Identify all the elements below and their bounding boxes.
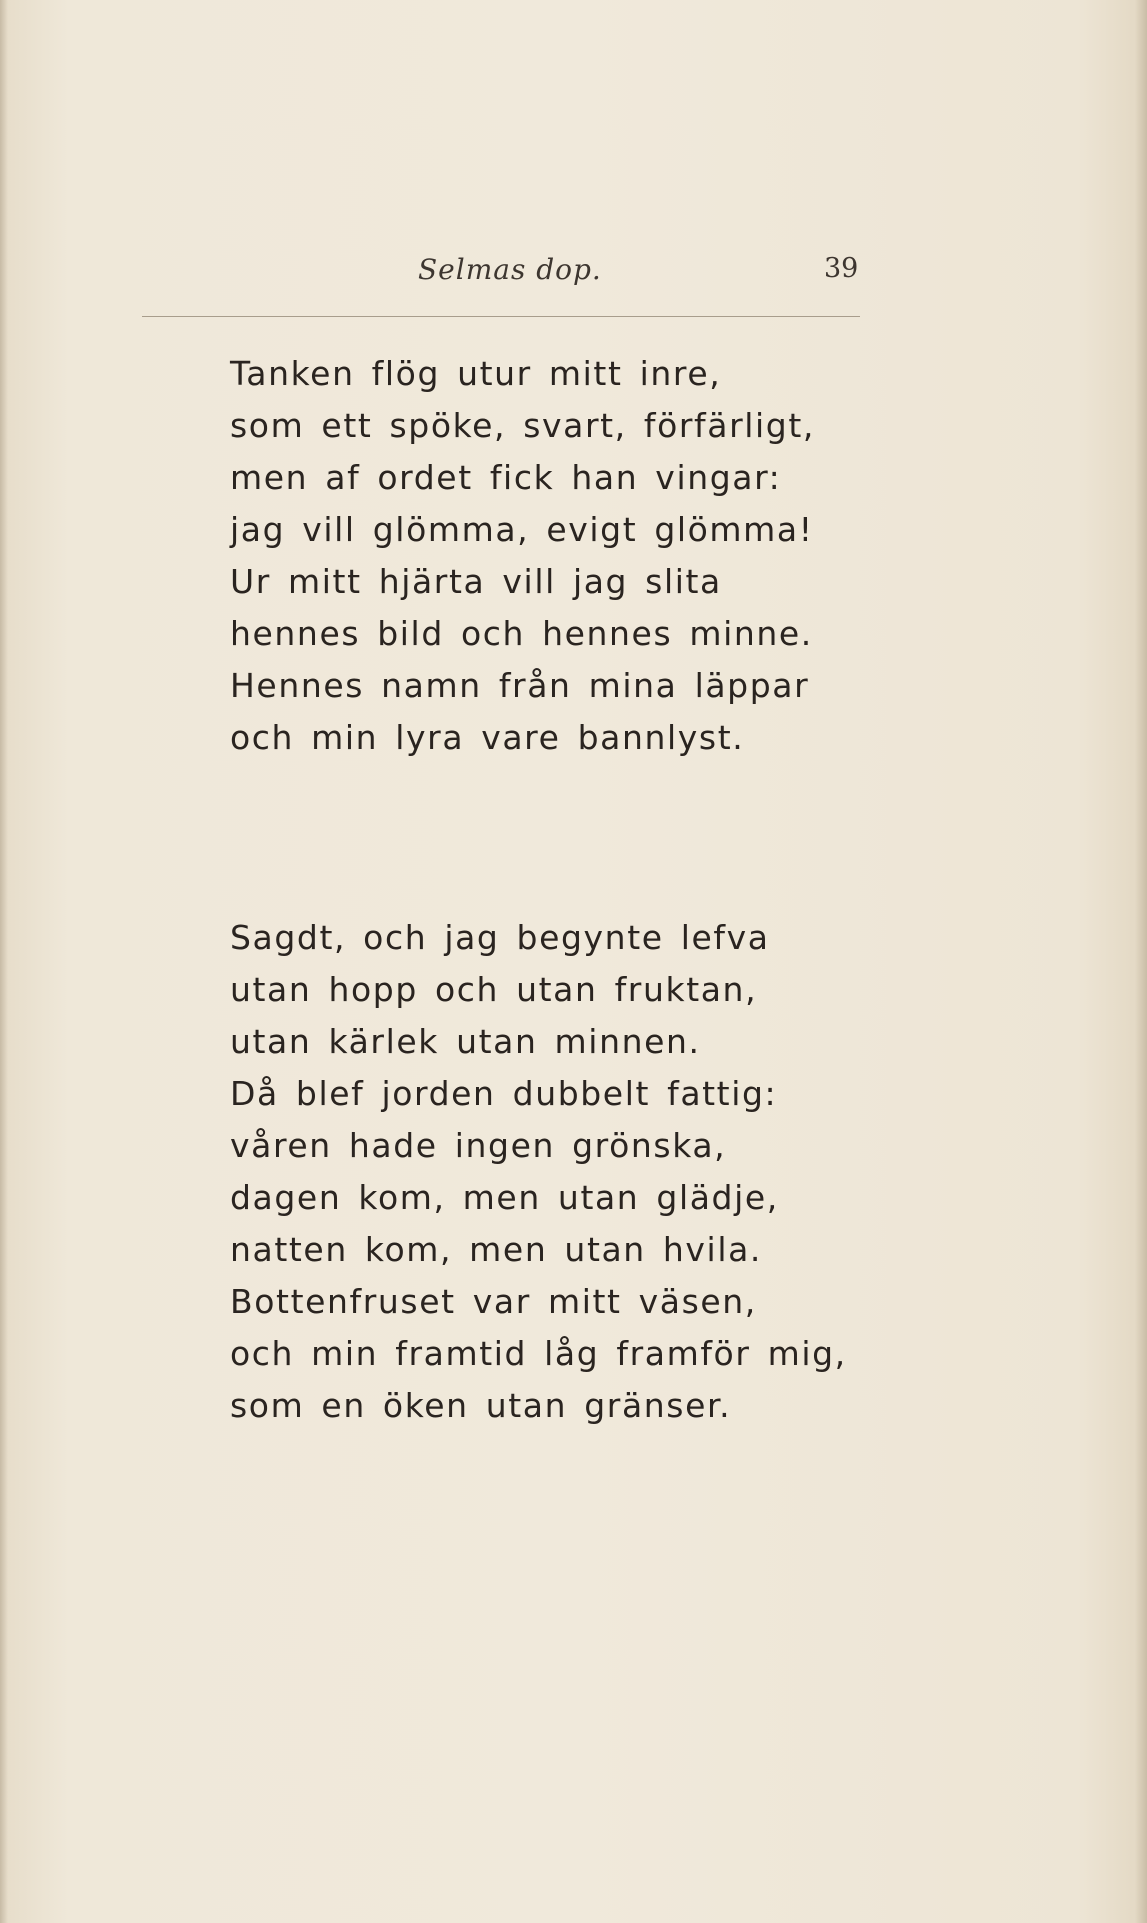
poem-line: Hennes namn från mina läppar (230, 666, 810, 705)
poem-line: dagen kom, men utan glädje, (230, 1178, 779, 1217)
poem-line: men af ordet fick han vingar: (230, 458, 782, 497)
poem-line: Sagdt, och jag begynte lefva (230, 918, 770, 957)
poem-line: natten kom, men utan hvila. (230, 1230, 762, 1269)
header-rule (142, 316, 860, 317)
poem-line: utan hopp och utan fruktan, (230, 970, 758, 1009)
stanza-2 (230, 912, 847, 1432)
poem-line: jag vill glömma, evigt glömma! (230, 510, 814, 549)
page-number: 39 (824, 253, 859, 284)
page-left-edge (0, 0, 8, 1923)
page-right-edge (1135, 0, 1147, 1923)
poem-line: och min lyra vare bannlyst. (230, 718, 745, 757)
poem-line: Bottenfruset var mitt väsen, (230, 1282, 757, 1321)
poem-line: Ur mitt hjärta vill jag slita (230, 562, 722, 601)
poem-line: Då blef jorden dubbelt fattig: (230, 1074, 778, 1113)
running-title: Selmas dop. (418, 253, 602, 286)
poem-line: och min framtid låg framför mig, (230, 1334, 847, 1373)
poem-line: hennes bild och hennes minne. (230, 614, 813, 653)
poem-line: våren hade ingen grönska, (230, 1126, 727, 1165)
poem-line: som en öken utan gränser. (230, 1386, 732, 1425)
poem-line: utan kärlek utan minnen. (230, 1022, 701, 1061)
stanza-1 (230, 348, 815, 764)
poem-line: Tanken flög utur mitt inre, (230, 354, 722, 393)
poem-line: som ett spöke, svart, förfärligt, (230, 406, 815, 445)
